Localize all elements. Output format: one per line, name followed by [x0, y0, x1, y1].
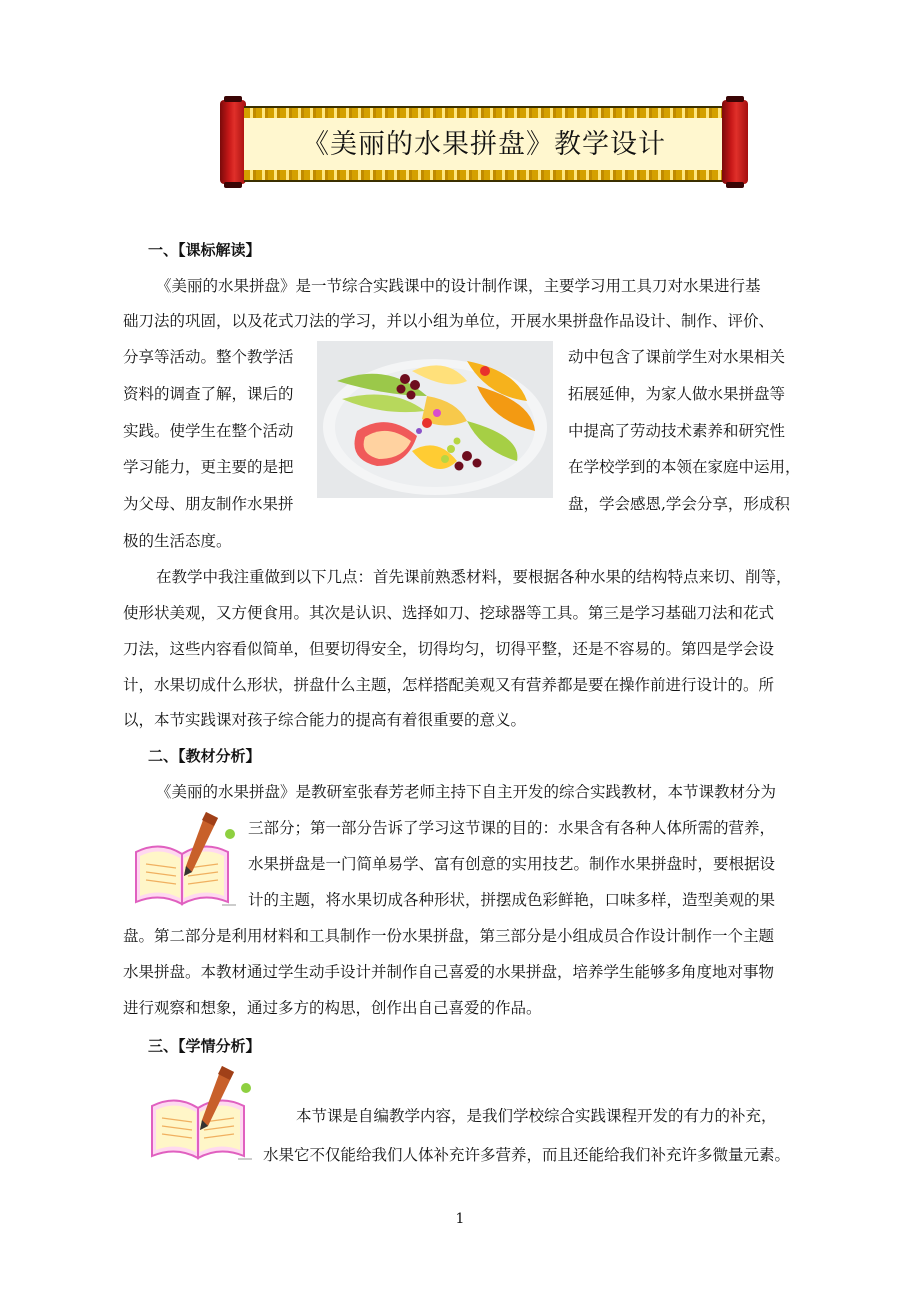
text-line: 学习能力，更主要的是把 [123, 458, 294, 476]
fret-border-top [244, 108, 724, 118]
text-line: 实践。使学生在整个活动 [123, 422, 294, 440]
text-line: 在学校学到的本领在家庭中运用， [568, 458, 801, 476]
banner-paper [244, 106, 724, 182]
section-heading-1: 一、【课标解读】 [148, 241, 261, 259]
text-line: 分享等活动。整个教学活 [123, 348, 294, 366]
text-line: 盘。第二部分是利用材料和工具制作一份水果拼盘，第三部分是小组成员合作设计制作一个主题 [123, 927, 775, 945]
scroll-roll-left [220, 100, 246, 184]
text-line: 拓展延伸，为家人做水果拼盘等 [568, 385, 786, 403]
text-line: 中提高了劳动技术素养和研究性 [568, 422, 786, 440]
text-line: 水果拼盘是一门简单易学、富有创意的实用技艺。制作水果拼盘时，要根据设 [248, 855, 776, 873]
text-line: 盘，学会感恩,学会分享，形成积 [568, 495, 790, 513]
text-line: 《美丽的水果拼盘》是一节综合实践课中的设计制作课，主要学习用工具刀对水果进行基 [156, 277, 761, 295]
text-line: 刀法，这些内容看似简单，但要切得安全，切得均匀，切得平整，还是不容易的。第四是学会设 [123, 640, 775, 658]
text-line: 动中包含了课前学生对水果相关 [568, 348, 786, 366]
text-line: 础刀法的巩固，以及花式刀法的学习，并以小组为单位，开展水果拼盘作品设计、制作、评价、 [123, 312, 775, 330]
text-line: 在教学中我注重做到以下几点：首先课前熟悉材料，要根据各种水果的结构特点来切、削等， [156, 568, 792, 586]
text-line: 极的生活态度。 [123, 532, 232, 550]
fruit-platter-image [317, 341, 553, 498]
section-heading-3: 三、【学情分析】 [148, 1037, 261, 1055]
book-pencil-icon [146, 1062, 256, 1160]
section-heading-2: 二、【教材分析】 [148, 747, 261, 765]
text-line: 水果它不仅能给我们人体补充许多营养，而且还能给我们补充许多微量元素。 [263, 1146, 791, 1164]
text-line: 资料的调查了解，课后的 [123, 385, 294, 403]
text-line: 计的主题，将水果切成各种形状，拼摆成色彩鲜艳，口味多样，造型美观的果 [248, 891, 776, 909]
title-banner [220, 100, 748, 184]
text-line: 使形状美观，又方便食用。其次是认识、选择如刀、挖球器等工具。第三是学习基础刀法和花式 [123, 604, 775, 622]
fret-border-bottom [244, 170, 724, 180]
text-line: 计，水果切成什么形状，拼盘什么主题，怎样搭配美观又有营养都是要在操作前进行设计的。所 [123, 676, 775, 694]
text-line: 为父母、朋友制作水果拼 [123, 495, 294, 513]
scroll-roll-right [722, 100, 748, 184]
text-line: 三部分；第一部分告诉了学习这节课的目的：水果含有各种人体所需的营养， [248, 819, 776, 837]
text-line: 进行观察和想象，通过多方的构思，创作出自己喜爱的作品。 [123, 999, 542, 1017]
text-line: 以，本节实践课对孩子综合能力的提高有着很重要的意义。 [123, 711, 527, 729]
page-number: 1 [455, 1211, 465, 1227]
document-title: 《美丽的水果拼盘》教学设计 [302, 129, 666, 160]
text-line: 水果拼盘。本教材通过学生动手设计并制作自己喜爱的水果拼盘，培养学生能够多角度地对事物 [123, 963, 775, 981]
text-line: 本节课是自编教学内容，是我们学校综合实践课程开发的有力的补充， [296, 1107, 777, 1125]
text-line: 《美丽的水果拼盘》是教研室张春芳老师主持下自主开发的综合实践教材，本节课教材分为 [156, 783, 777, 801]
book-pencil-icon [130, 808, 240, 906]
